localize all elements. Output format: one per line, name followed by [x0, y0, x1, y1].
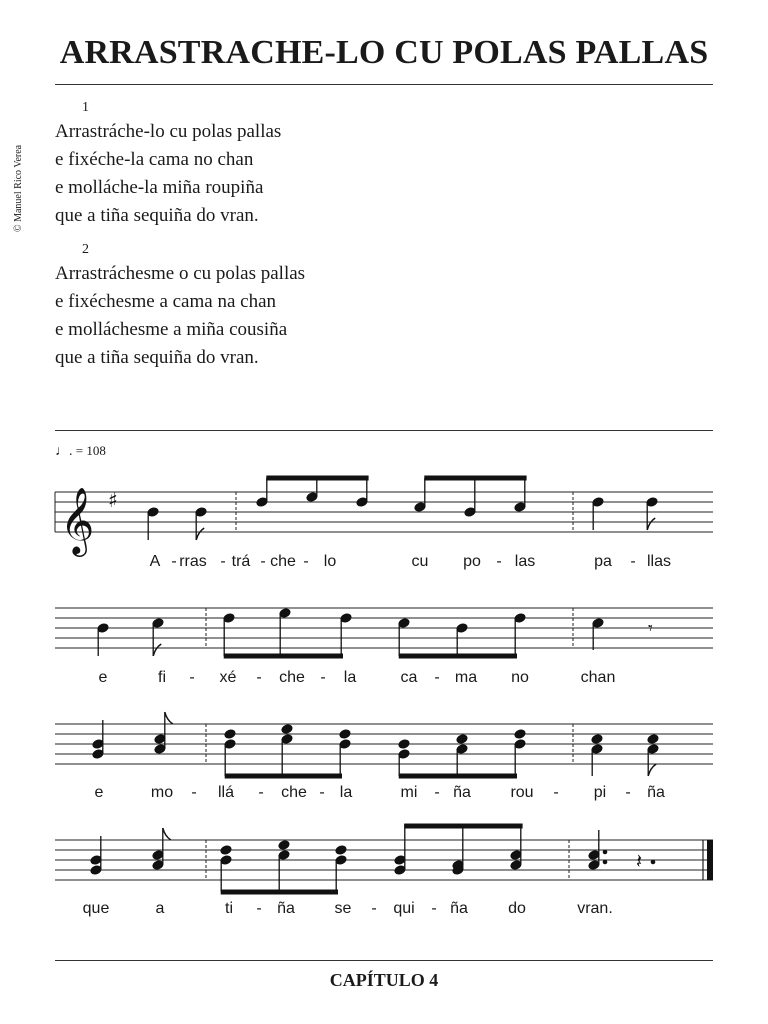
beam — [399, 774, 516, 778]
verse-line: que a tiña sequiña do vran. — [55, 205, 259, 226]
notes-system-3 — [92, 712, 659, 778]
lyric-syllable: trá — [231, 553, 251, 570]
lyric-hyphen: - — [191, 784, 197, 801]
lyric-hyphen: - — [320, 669, 326, 686]
lyric-syllable: pi — [593, 784, 607, 801]
lyric-hyphen: - — [434, 784, 440, 801]
lyric-syllable: ña — [453, 784, 471, 801]
flag — [163, 828, 171, 840]
lyric-hyphen: - — [256, 669, 262, 686]
lyric-syllable: po — [463, 553, 481, 570]
notehead — [220, 845, 232, 856]
beam — [225, 774, 341, 778]
beam — [267, 476, 368, 480]
lyric-hyphen: - — [496, 553, 502, 570]
lyric-syllable: llá — [217, 784, 235, 801]
final-barline — [707, 840, 713, 880]
eighth-rest-icon: 𝄾 — [648, 618, 653, 639]
notes-system-2 — [97, 608, 653, 658]
lyric-hyphen: - — [258, 784, 264, 801]
notehead — [398, 739, 410, 750]
lyric-syllable: las — [514, 553, 536, 570]
notehead — [224, 729, 236, 740]
verse-line: que a tiña sequiña do vran. — [55, 347, 259, 368]
beam — [405, 824, 522, 828]
notehead — [339, 729, 351, 740]
lyric-syllable: fi — [158, 669, 166, 686]
page-title: ARRASTRACHE-LO CU POLAS PALLAS — [59, 34, 709, 71]
notehead — [647, 734, 659, 745]
lyric-hyphen: - — [171, 553, 177, 570]
lyric-syllable: ca — [400, 669, 418, 686]
notes-system-4 — [90, 824, 655, 894]
notehead — [278, 840, 290, 851]
verse-line: e molláche-la miña roupiña — [55, 177, 264, 198]
notehead — [281, 724, 293, 735]
dot — [603, 860, 607, 864]
lyric-syllable: vran. — [577, 900, 613, 917]
beam — [224, 654, 342, 658]
tempo-value: = 108 — [75, 443, 106, 458]
verse-line: Arrastráchesme o cu polas pallas — [55, 263, 306, 284]
lyric-syllable: ña — [277, 900, 295, 917]
flag — [647, 518, 655, 530]
verse-number: 2 — [82, 242, 89, 257]
lyric-hyphen: - — [371, 900, 377, 917]
lyric-syllable: cu — [411, 553, 429, 570]
lyric-syllable: A — [149, 553, 161, 570]
lyric-hyphen: - — [434, 669, 440, 686]
verse-line: e fixéche-la cama no chan — [55, 149, 254, 170]
verse-line: Arrastráche-lo cu polas pallas — [55, 121, 282, 142]
lyric-syllable: ma — [454, 669, 478, 686]
lyric-syllable: la — [339, 784, 353, 801]
notehead — [514, 729, 526, 740]
lyric-syllable: llas — [646, 553, 672, 570]
lyric-syllable: chan — [580, 669, 616, 686]
footer-rule — [55, 960, 713, 961]
lyric-syllable: se — [334, 900, 352, 917]
lyric-syllable: ti — [225, 900, 233, 917]
treble-clef-icon: 𝄞 — [60, 486, 95, 554]
lyric-syllable: que — [82, 900, 110, 917]
lyric-hyphen: - — [319, 784, 325, 801]
verse-line: e molláchesme a miña cousiña — [55, 319, 288, 340]
lyric-syllable: e — [98, 669, 108, 686]
lyric-syllable: lo — [323, 553, 337, 570]
lyric-syllable: che — [281, 784, 307, 801]
notehead — [591, 734, 603, 745]
beam — [221, 890, 337, 894]
flag — [648, 764, 656, 776]
verse-line: e fixéchesme a cama na chan — [55, 291, 277, 312]
beam — [399, 654, 516, 658]
flag — [196, 528, 204, 540]
lyric-hyphen: - — [256, 900, 262, 917]
lyric-hyphen: - — [303, 553, 309, 570]
lyric-syllable: la — [343, 669, 357, 686]
flag — [165, 712, 173, 724]
staff-system-3 — [55, 724, 713, 764]
lyric-hyphen: - — [553, 784, 559, 801]
lyric-hyphen: - — [630, 553, 636, 570]
lyric-syllable: mi — [400, 784, 418, 801]
lyric-syllable: no — [511, 669, 529, 686]
quarter-rest-icon: 𝄽 — [636, 849, 643, 873]
chapter-footer: CAPÍTULO 4 — [329, 970, 439, 990]
lyric-syllable: pa — [594, 553, 612, 570]
dot — [651, 860, 655, 864]
lyric-syllable: qui — [393, 900, 415, 917]
lyric-syllable: rras — [179, 553, 207, 570]
copyright-notice: © Manuel Rico Verea — [13, 144, 24, 232]
dot — [603, 850, 607, 854]
lyric-syllable: mo — [150, 784, 174, 801]
notehead — [335, 845, 347, 856]
lyric-syllable: che — [279, 669, 305, 686]
flag — [153, 644, 161, 656]
lyric-syllable: a — [155, 900, 165, 917]
lyric-hyphen: - — [189, 669, 195, 686]
lyric-syllable: do — [508, 900, 526, 917]
lyric-syllable: e — [94, 784, 104, 801]
lyric-syllable: che — [270, 553, 296, 570]
lyric-syllable: xé — [219, 669, 237, 686]
beam — [425, 476, 526, 480]
lyric-hyphen: - — [260, 553, 266, 570]
notehead — [456, 734, 468, 745]
lyric-hyphen: - — [220, 553, 226, 570]
lyric-syllable: ña — [647, 784, 665, 801]
staff-system-4 — [55, 840, 713, 880]
notes-system-1 — [147, 476, 658, 540]
verse-number: 1 — [82, 100, 89, 115]
lyric-hyphen: - — [431, 900, 437, 917]
dotted-quarter-note-icon: ♩. — [55, 444, 73, 459]
lyric-syllable: ña — [450, 900, 468, 917]
lyric-syllable: rou — [510, 784, 534, 801]
sharp-icon: ♯ — [108, 488, 118, 512]
lyric-hyphen: - — [625, 784, 631, 801]
